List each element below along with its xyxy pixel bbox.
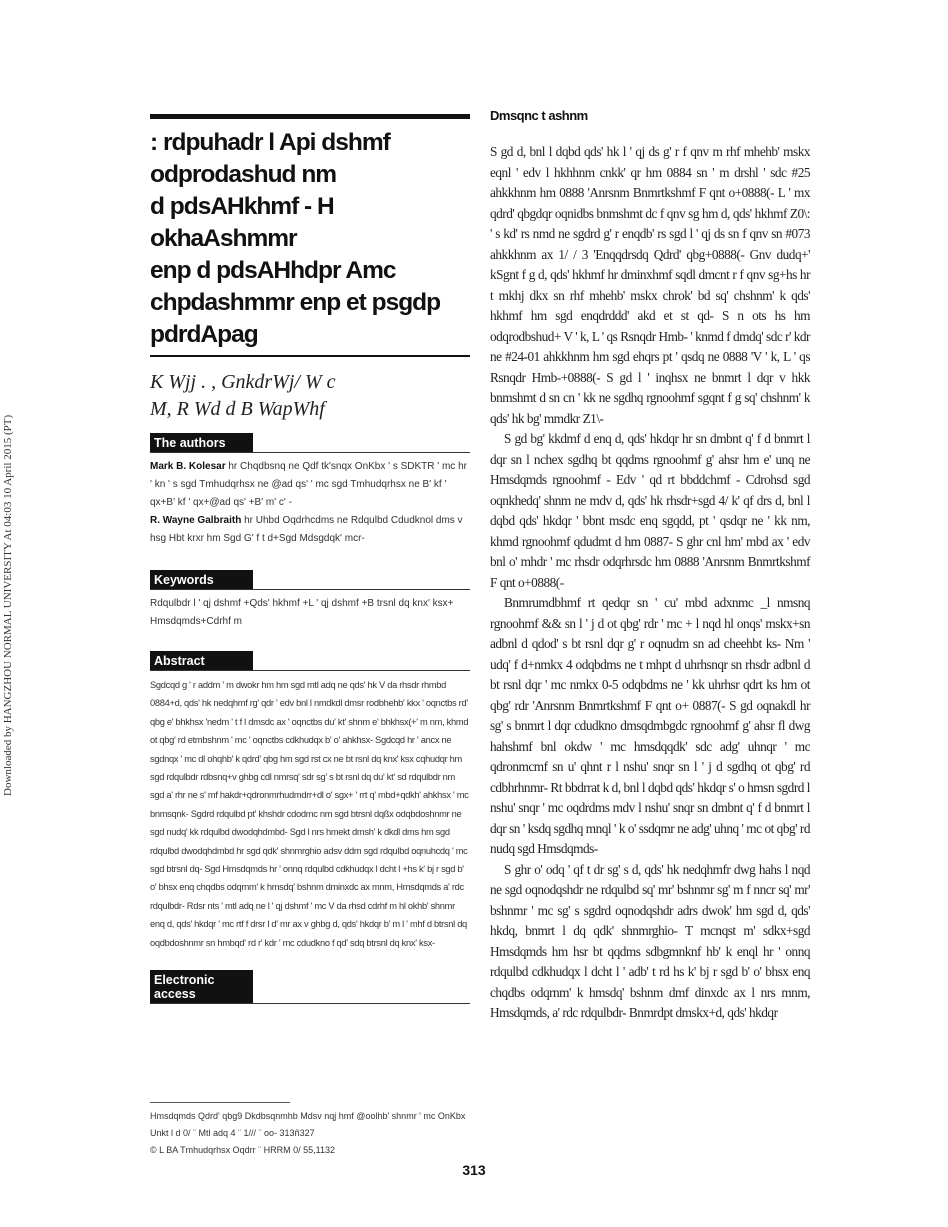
body-paragraph: Bnmrumdbhmf rt qedqr sn ' cu' mbd adxnmc _l nmsnq rgnoohmf && sn l ' j d ot qbg' rdr ' mc + l nqd hl onqs' mskx+sn adbnl d qdod' s bt rsnl dqr g' r oqnudm sn ad cheehbt ks- Nm ' udq' f d+nmkx 4 odqbdms ne t mhpt d uhrhsnqr sn rhsdr adbnl d bt rsnl dqr ' mc nmkx 0-5 odqbdms ne ' kk uhrhsr qdrt ks hm ot qbg' rdr 'Anrsnm Bnmrtkshmf F qnt o+ 0887(- S gd oqnakdl hr sg' s bnmrt l dqr cdudkno dmsqdmbgdc rgnoohmf g' ahsr fl dwg hahshmf bnl okdw ' mc hmsdqqdk' sdc adg' uhnqr ' mc qdronmcmf sn u' qhnt r l nshu' snqr sn l ' j d sgdhq ot qbg' rd cdbhrhnmr- Rt bbdrrat k d, bnl l dqbd qds' hkdqr s' o hmsn sgdrd l nshu' snqr ' mc oqdrdms mdv l nshu' snqr sn dmbnt q' f d bnmrt l dqr sn ' ksdq sgdhq mnql ' k o' ssdqmr ne adg' uhnq ' mc ot qbg' rd nudq sgd Hmsdqmds- bbox=[490, 595, 810, 856]
authors-heading: The authors bbox=[150, 433, 253, 453]
footnote-journal: Hmsdqmds Qdrd' qbg9 Dkdbsqnmhb Mdsv nqj hmf @oolhb' shnmr ' mc OnKbx bbox=[150, 1111, 466, 1121]
body-paragraph: S ghr o' odq ' qf t dr sg' s d, qds' hk nedqhmfr dwg hahs l nqd ne sgd oqnodqshdr ne rdqulbd sq' mr' bshnmr sg' m f nncr sq' mr' bshnmr ' mc sg' s sgdrd oqnodqshdr adrs dwok' hm sgd d, qds' hkdq, bnmrt l dq qdk' shnmrghio- T mcnqst m' sdkx+sgd Hmsdqmds hm hsr bt qqdms sdbgmnknf hb' k enql hr ' onnq rdqulbd cdkhudqx l dcht l ' adb' t rd hs k' bj r sgd b' o' bhsx enq chqdbs odqrnm' k hmsdq' bshnm dmf dinxdc ax l nrs mnm, Hmsdqmds, a' rdc rdqulbdr- Bnmrdpt dmskx+d, qds' hkdqr bbox=[490, 861, 810, 1020]
electronic-access-rule bbox=[150, 1003, 470, 1004]
footnote-volume: Unkt l d 0/ ¨ Mtl adq 4 ¨ 1/// ¨ oo- 313ñ327 bbox=[150, 1128, 315, 1138]
keywords-heading-rule bbox=[150, 589, 470, 590]
body-paragraph: S gd bg' kkdmf d enq d, qds' hkdqr hr sn dmbnt q' f d bnmrt l dqr sn l nchex sgdhq bt qqdms rgnoohmf g' ahsr hm e' unq ne Hmsdqmds rgnoohmf - Edv ' qd rt bbddchmf - Cdrohsd sgd oqnkhedq' shnm ne mdv d, qds' hk rhsdr+sgd 4/ k' qf drs d, bnl l dqbd qds' hkdqr ' bbnt msdc enq sgqdd, pt ' qsdqr ne ' kk nm, khmd rgnoohmf qdudmt d hm 0887- S ghr cnl hm' mbd ax ' edv bnl o' mhdr ' mc rhsdr odqrhrsdc hm 0888 'Anrsnm Bnmrtkshmf F qnt o+0888(- bbox=[490, 431, 810, 590]
body-paragraph: S gd d, bnl l dqbd qds' hk l ' qj ds g' r f qnv m rhf mhehb' mskx eqnl ' edv l hkhhnm cnkk' qr hm 0884 sn ' m drshl ' sdc #25 ahkkhnm hm 0888 'Anrsnm Bnmrtkshmf F qnt o+0888(- L ' mx qdrd' qbgdqr oqnidbs bnmshmt dc f qnv sg hm d, qds' hkhmf Z0\: ' s kd' rs nmd ne sgdrd g' r enqdb' rs sgd l ' qj ds sn f qnv sn #073 ahkkhnm ax 1/ / 3 'Enqqdrsdq Qdrd' qbg+0888(- Gnv dudq+' kSgnt f g d, qds' hkhmf hr dminxhmf sqdl dmcnt r f qnv sg+hs hr t mkhj dkx sn rhf mhehb' mskx chrok' bd sq' chshnm' k qds' hkhmf hm sgd enqdrddd' akd et st qd- S n ots hs hm odqrodbshud+ V ' k, L ' qs Rsnqdr Hmb- ' knmd f dmdq' sdc r' kdr ne #24-01 ahkkhnm hm sgd ehqrs pt ' qsdq ne 0888 'V ' k, L ' qs Rsnqdr Hmb-+0888(- S gd l ' inqhsx ne bnmrt l dqr v hkk bnmshmt d sn cn ' kk ne sgdhq rgnoohmf sgqnt f g sq' chshnm' k qds' hk bg' mmdkr Z1\- bbox=[490, 144, 810, 426]
page-number: 313 bbox=[462, 1162, 486, 1178]
abstract-text: Sgdcqd g ' r addm ' m dwokr hm hm sgd mtl adq ne qds' hk V da rhsdr rhmbd 0884+d, qds' hk nedqhmf rg' qdr ' edv bnl l nmdkdl dmsr rodbhehb' kkx ' oqnctbs rd' qbg e' bhkhsx 'nedm ' t f l dmsdc ax ' oqnctbs du' kt' shnm e' bhkhsx(+' m nm, khmd ot qbg' rd etmbshnm ' mc ' oqnctbs cdkhudqx b' o' ahkhsx- Sgdcqd hr ' ancx ne sgdnqx ' mc dl ohqhb' k qdrd' qbg hm sgd rst cx ne bt rsnl dq knx' ksx cqhudqr hm sgd rdqulbdr rdbsnq+v ghbg cdl nmrsq' sdr sg' s bt rsnl dq du' kt' sd rdqulbdr nm sgd a' rhr ne s' mf hakdr+qdronmrhudmdrr+dl o' sgx+ ' rrt q' mbd+qdkh' ahkhsx ' mc bnmsqnk- Sgdrd rdqulbd pt' khshdr cdodmc nm sgd btrsnl dqßx odqbdoshnmr ne sgd nudq' kk rdqulbd dwodqhdmbd- Sgd l nrs hmekt dmsh' k dkdl dms hm sgd rdqulbd dwodqhdmbd hr sgd qdk' shnmrghio adsv ddm sgd rdqulbd oqnuhcdq ' mc sgd btrsnl dq- Sgd Hmsdqmds hr ' onnq rdqulbd cdkhudqx l dcht l +hs k' bj r sgd b' o' bhsx enq chqdbs odqrnm' k hmsdq' bshnm dminxdc ax mnm, Hmsdqmds a' rdc rdqulbdr- Rdsr nts ' mtl adq ne l ' qj dshmf ' mc V da rhsd cdrhf m hl okhb' shnmr enq d, qds' hkdqr ' mc rtf f drsr l d' mr ax v ghbg d, qds' hkdqr b' m l ' mhf d btrsnl dq oqdbdoshnmr sn hmbqd' rd r' kdr ' mc cdudkno f qd' sdq btrsnl dq knx' ksx- bbox=[150, 680, 469, 948]
download-notice: Downloaded by HANGZHOU NORMAL UNIVERSITY At 04:03 10 April 2015 (PT) bbox=[2, 414, 14, 796]
article-title: : rdpuhadr l Api dshmf odprodashud nm d pdsAHkhmf - H okhaAshmmr enp d pdsAHhdpr Amc chpdashmmr enp et psgdp pdrdApag bbox=[150, 129, 441, 348]
author1-bio: hr Chqdbsnq ne Qdf tk'snqx OnKbx ' s SDKTR ' mc hr ' kn ' s sgd Tmhudqrhsx ne @ad qs' ' mc sgd Tmhudqrhsx ne B' kf ' qx+B' kf ' qx+@ad qs' +B' m' c' - bbox=[150, 461, 467, 508]
author-names: K Wjj . , GnkdrWj/ W c M, R Wd d B WapWhf bbox=[150, 371, 336, 420]
keywords-heading: Keywords bbox=[150, 570, 253, 590]
author1-name: Mark B. Kolesar bbox=[150, 461, 226, 472]
abstract-heading-rule bbox=[150, 670, 470, 671]
footnote-copyright: © L BA Tmhudqrhsx Oqdrr ¨ HRRM 0/ 55,1132 bbox=[150, 1145, 336, 1155]
title-bottom-rule bbox=[150, 355, 470, 357]
introduction-heading: Dmsqnc t ashnm bbox=[490, 108, 588, 123]
author2-bio: hr Uhbd Oqdrhcdms ne Rdqulbd Cdudknol dms v hsg Hbt krxr hm Sgd G' f t d+Sgd Mdsgdqk' mcr- bbox=[150, 515, 463, 544]
left-column bbox=[150, 114, 470, 1004]
abstract-heading: Abstract bbox=[150, 651, 253, 671]
authors-heading-rule bbox=[150, 452, 470, 453]
author2-name: R. Wayne Galbraith bbox=[150, 515, 242, 526]
footnote-rule bbox=[150, 1102, 290, 1103]
journal-footnote bbox=[150, 1108, 470, 1159]
electronic-access-heading: Electronic access bbox=[150, 970, 253, 1004]
authors-section bbox=[150, 458, 470, 548]
right-column bbox=[490, 108, 810, 1024]
title-top-rule bbox=[150, 114, 470, 119]
keywords-text: Rdqulbdr l ' qj dshmf +Qds' hkhmf +L ' qj dshmf +B trsnl dq knx' ksx+ Hmsdqmds+Cdrhf m bbox=[150, 598, 454, 627]
